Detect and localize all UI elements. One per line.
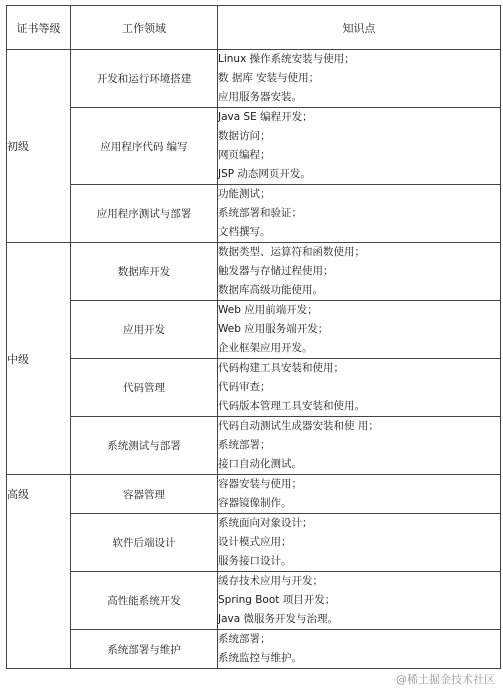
knowledge-points-cell [218, 359, 501, 417]
header-row [7, 6, 501, 50]
knowledge-points-cell [218, 185, 501, 243]
knowledge-point: 代码版本管理工具安装和使用。 [218, 400, 365, 412]
knowledge-points-cell [218, 572, 501, 630]
knowledge-point: 代码构建工具安装和使用； [218, 362, 344, 374]
knowledge-point: Web 应用前端开发； [218, 304, 318, 316]
knowledge-point: 设计模式应用； [218, 536, 292, 548]
table-row [7, 243, 501, 301]
table-row [7, 108, 501, 185]
knowledge-point: Web 应用服务端开发； [218, 323, 329, 335]
knowledge-point: 系统部署； [218, 633, 271, 645]
knowledge-points-cell [218, 243, 501, 301]
knowledge-points-cell [218, 50, 501, 108]
knowledge-point: 企业框架应用开发。 [218, 342, 313, 354]
table-row [7, 475, 501, 514]
knowledge-point: Spring Boot 项目开发； [218, 594, 336, 606]
work-field-cell: 代码管理 [71, 359, 218, 417]
work-field-cell: 高性能系统开发 [71, 572, 218, 630]
knowledge-point: 系统监控与维护。 [218, 652, 302, 664]
knowledge-points-cell [218, 475, 501, 514]
table-row [7, 630, 501, 669]
work-field-cell: 容器管理 [71, 475, 218, 514]
knowledge-point: 触发器与存储过程使用； [218, 265, 334, 277]
knowledge-point: JSP 动态网页开发。 [218, 168, 311, 180]
knowledge-point: 接口自动化测试。 [218, 458, 302, 470]
work-field-cell: 系统部署与维护 [71, 630, 218, 669]
knowledge-point: 数据访问； [218, 130, 271, 142]
work-field-cell: 应用开发 [71, 301, 218, 359]
table-row [7, 185, 501, 243]
cert-level-cell: 初级 [7, 50, 71, 243]
knowledge-points-cell [218, 630, 501, 669]
knowledge-point: 系统面向对象设计； [218, 517, 313, 529]
work-field-cell: 应用程序测试与部署 [71, 185, 218, 243]
header-knowledge-points: 知识点 [218, 6, 501, 50]
knowledge-point: 数据类型、运算符和函数使用； [218, 246, 365, 258]
header-work-field: 工作领域 [71, 6, 218, 50]
knowledge-point: 功能测试； [218, 188, 271, 200]
knowledge-point: Java 微服务开发与治理。 [218, 613, 339, 625]
table-body [7, 50, 501, 669]
knowledge-point: 缓存技术应用与开发； [218, 575, 323, 587]
knowledge-point: 容器安装与使用； [218, 478, 302, 490]
knowledge-point: 代码自动测试生成器安装和使 用； [218, 420, 379, 432]
work-field-cell: 系统测试与部署 [71, 417, 218, 475]
knowledge-point: 文档撰写。 [218, 226, 271, 238]
work-field-cell: 软件后端设计 [71, 514, 218, 572]
knowledge-points-cell [218, 514, 501, 572]
table-row [7, 359, 501, 417]
knowledge-point: 系统部署和验证； [218, 207, 302, 219]
work-field-cell: 开发和运行环境搭建 [71, 50, 218, 108]
knowledge-points-cell [218, 108, 501, 185]
knowledge-point: 数 据库 安装与使用； [218, 72, 320, 84]
table-row [7, 50, 501, 108]
cert-level-cell: 高级 [7, 475, 71, 669]
knowledge-points-cell [218, 417, 501, 475]
certification-table [6, 5, 501, 669]
knowledge-point: 网页编程； [218, 149, 271, 161]
table-row [7, 301, 501, 359]
table-row [7, 572, 501, 630]
table-row [7, 514, 501, 572]
work-field-cell: 应用程序代码 编写 [71, 108, 218, 185]
knowledge-point: 服务接口设计。 [218, 555, 292, 567]
watermark: @稀土掘金技术社区 [396, 673, 495, 686]
knowledge-point: 数据库高级功能使用。 [218, 284, 323, 296]
knowledge-point: 系统部署； [218, 439, 271, 451]
table-row [7, 417, 501, 475]
knowledge-point: Linux 操作系统安装与使用； [218, 53, 355, 65]
cert-level-cell: 中级 [7, 243, 71, 475]
work-field-cell: 数据库开发 [71, 243, 218, 301]
knowledge-point: 应用服务器安装。 [218, 91, 302, 103]
knowledge-point: 代码审查； [218, 381, 271, 393]
knowledge-point: 容器镜像制作。 [218, 497, 292, 509]
knowledge-point: Java SE 编程开发； [218, 111, 313, 123]
header-cert-level: 证书等级 [7, 6, 71, 50]
knowledge-points-cell [218, 301, 501, 359]
